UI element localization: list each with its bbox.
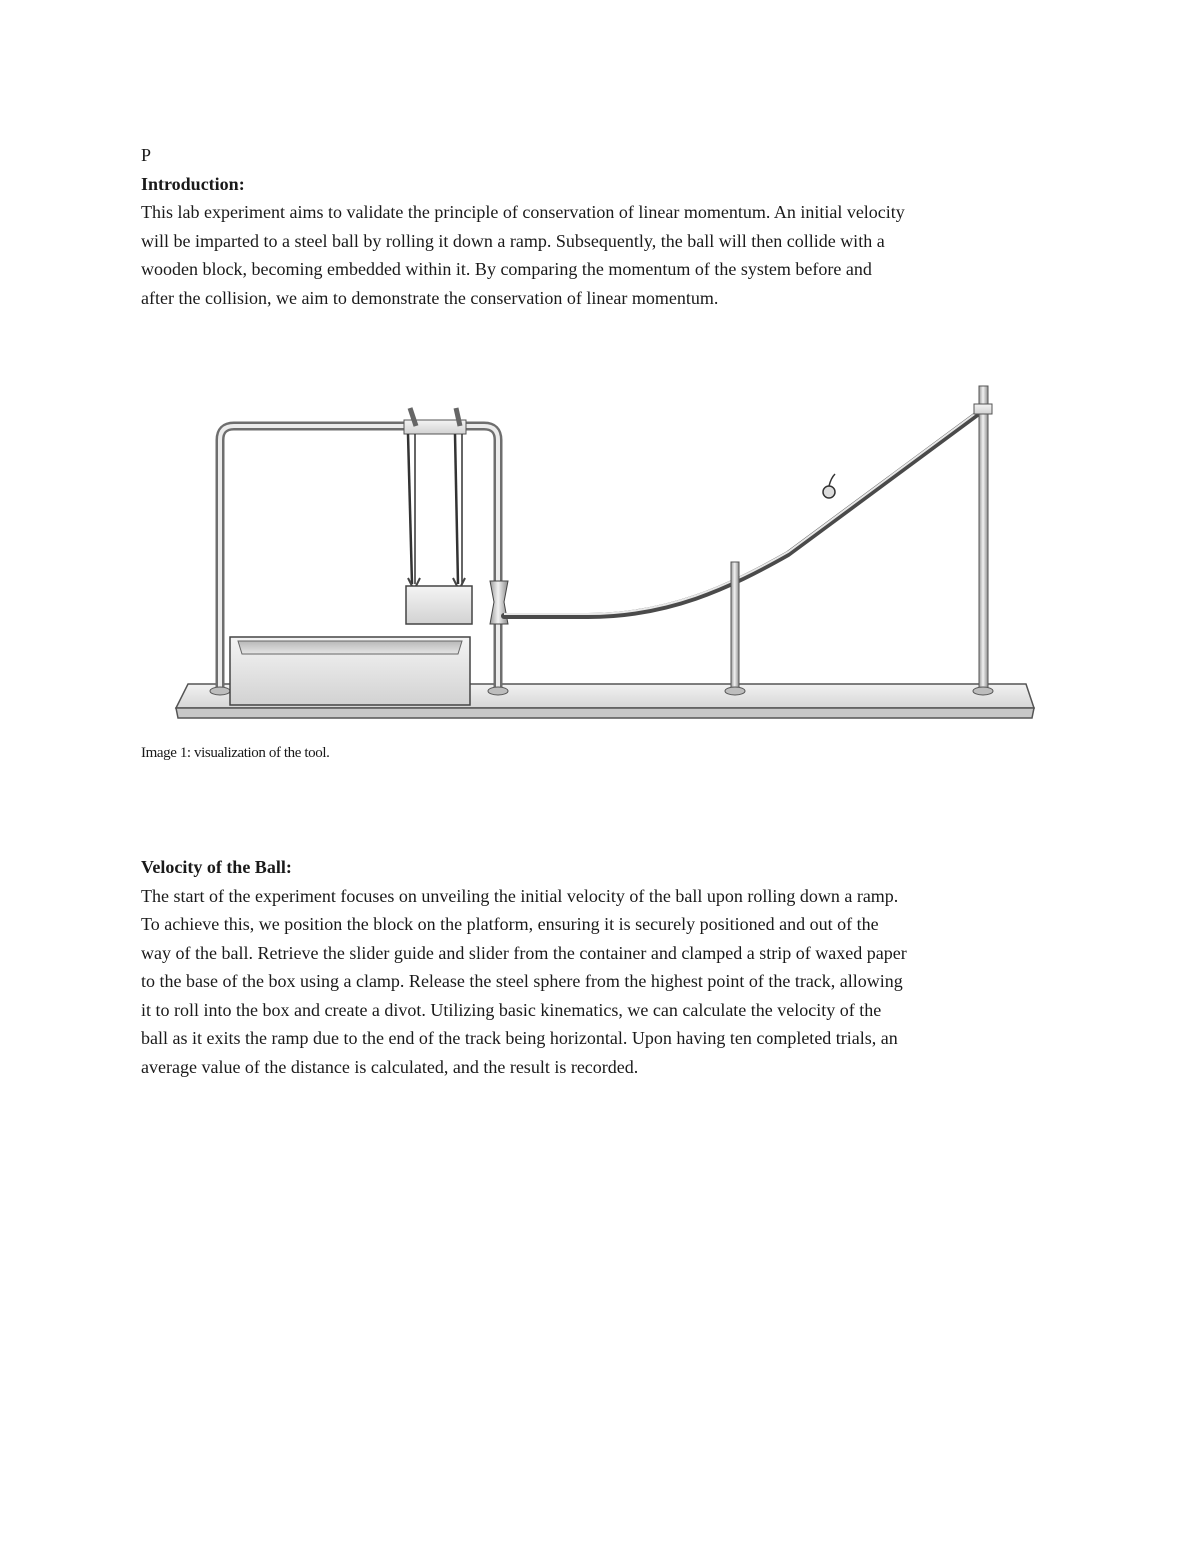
pendulum-hangers [404,408,466,590]
introduction-line: will be imparted to a steel ball by rolling it down a ramp. Subsequently, the ball will then collide with a [141,230,885,251]
pendulum-block [406,586,472,624]
ramp-tall-post [973,386,993,695]
catch-trough [230,637,470,705]
velocity-line: way of the ball. Retrieve the slider guide and slider from the container and clamped a strip of waxed paper [141,942,907,963]
apparatus-illustration [168,378,1040,728]
introduction-heading: Introduction: [141,173,245,194]
introduction-line: after the collision, we aim to demonstrate the conservation of linear momentum. [141,287,719,308]
velocity-line: it to roll into the box and create a divot. Utilizing basic kinematics, we can calculate the velocity of the [141,999,882,1020]
introduction-line: This lab experiment aims to validate the principle of conservation of linear momentum. An initial velocity [141,202,905,222]
steel-ball [823,474,835,498]
velocity-line: To achieve this, we position the block on the platform, ensuring it is securely positioned and out of the [141,914,879,934]
velocity-section [141,853,1071,1081]
ramp-track [504,410,980,616]
velocity-line: to the base of the box using a clamp. Release the steel sphere from the highest point of the track, allowing [141,971,903,991]
velocity-line: average value of the distance is calculated, and the result is recorded. [141,1056,639,1077]
velocity-line: ball as it exits the ramp due to the end of the track being horizontal. Upon having ten completed trials, an [141,1028,898,1048]
introduction-section [141,141,1071,312]
stray-letter: P [141,145,152,165]
introduction-line: wooden block, becoming embedded within it. By comparing the momentum of the system before and [141,259,872,279]
figure-caption: Image 1: visualization of the tool. [141,745,330,761]
velocity-heading: Velocity of the Ball: [141,857,292,877]
velocity-line: The start of the experiment focuses on unveiling the initial velocity of the ball upon rolling down a ramp. [141,885,899,906]
